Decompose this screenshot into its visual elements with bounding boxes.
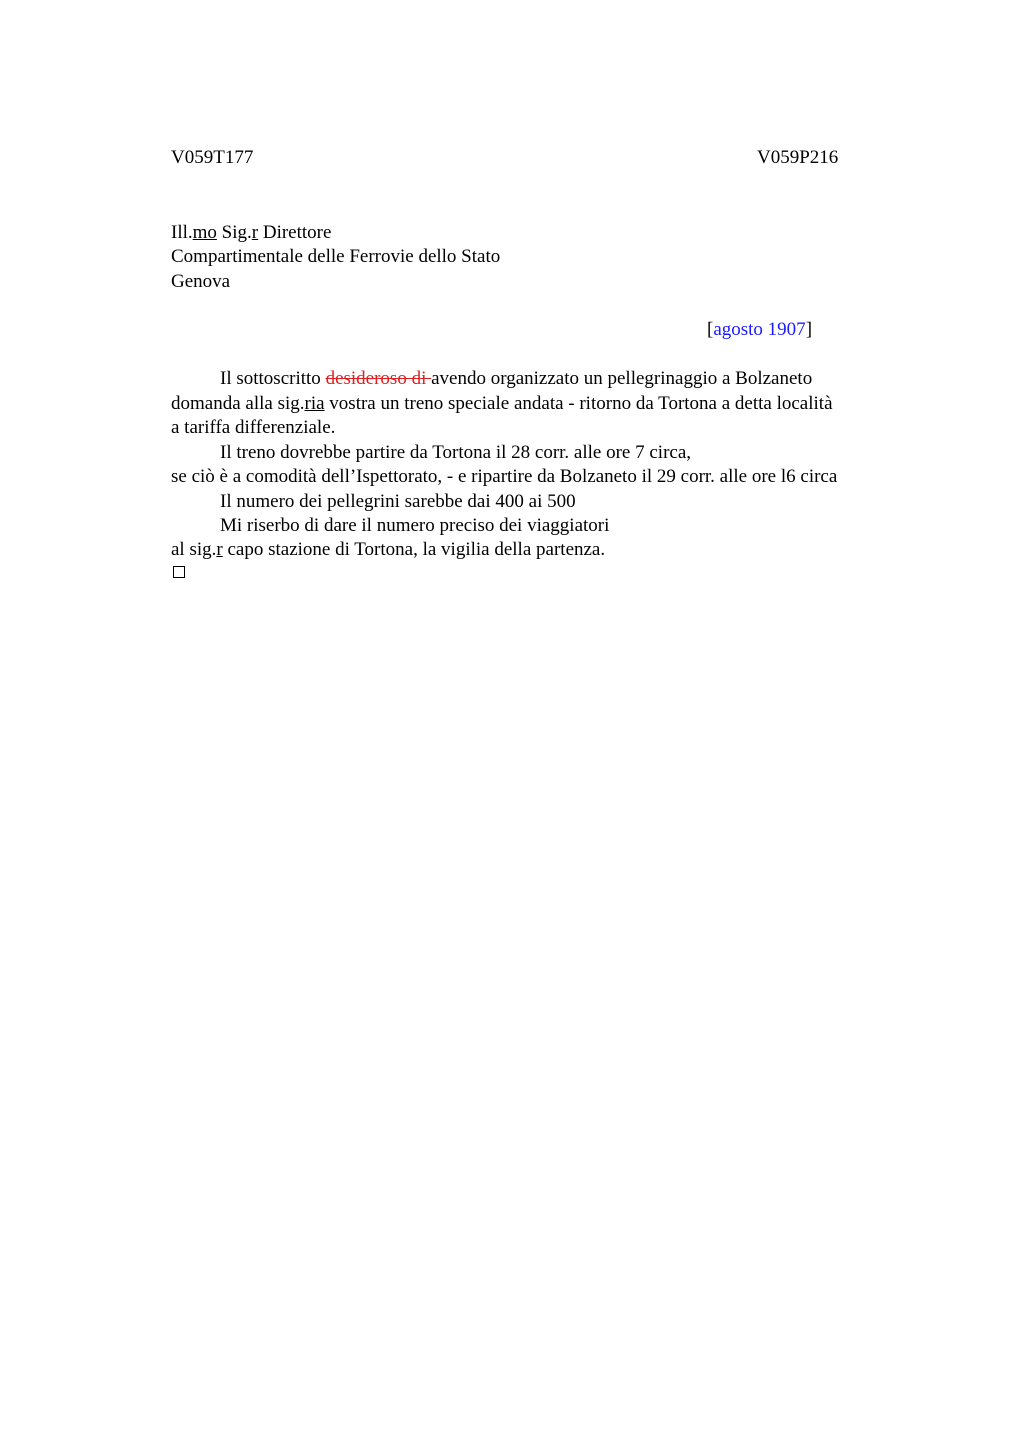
abbrev-superscript: ria <box>304 393 325 414</box>
body-text: vostra un treno speciale andata - ritorno da Tortona a detta località <box>324 393 833 414</box>
address-line-3: Genova <box>171 271 231 292</box>
body-text: capo stazione di Tortona, la vigilia della partenza. <box>222 539 606 560</box>
body-line-2 <box>171 392 833 416</box>
body-text: al sig. <box>171 539 217 560</box>
abbrev-superscript: r <box>216 539 223 560</box>
struck-text: desideroso di <box>325 368 432 389</box>
body-line-7: Mi riserbo di dare il numero preciso dei viaggiatori <box>220 515 610 536</box>
body-line-8 <box>171 538 605 562</box>
document-code-left: V059T177 <box>171 147 254 168</box>
address-line-1 <box>171 221 331 245</box>
body-line-5: se ciò è a comodità dell’Ispettorato, - e ripartire da Bolzaneto il 29 corr. alle ore l6 circa <box>171 466 838 487</box>
date-line <box>707 318 812 342</box>
body-line-6: Il numero dei pellegrini sarebbe dai 400 ai 500 <box>220 491 576 512</box>
square-mark-icon <box>173 566 185 578</box>
bracket-open: [ <box>707 319 714 340</box>
bracket-close: ] <box>805 319 813 340</box>
date-text: agosto 1907 <box>713 319 806 340</box>
abbrev-superscript: mo <box>192 222 217 243</box>
body-line-1 <box>220 367 812 391</box>
body-text: Il sottoscritto <box>220 368 326 389</box>
body-line-4: Il treno dovrebbe partire da Tortona il 28 corr. alle ore 7 circa, <box>220 442 692 463</box>
address-text: Ill. <box>171 222 193 243</box>
body-text: avendo organizzato un pellegrinaggio a Bolzaneto <box>431 368 813 389</box>
address-text: Sig. <box>216 222 252 243</box>
address-text: Direttore <box>258 222 332 243</box>
document-code-right: V059P216 <box>757 147 839 168</box>
body-line-3: a tariffa differenziale. <box>171 417 336 438</box>
abbrev-superscript: r <box>251 222 259 243</box>
address-line-2: Compartimentale delle Ferrovie dello Stato <box>171 246 501 267</box>
body-text: domanda alla sig. <box>171 393 305 414</box>
